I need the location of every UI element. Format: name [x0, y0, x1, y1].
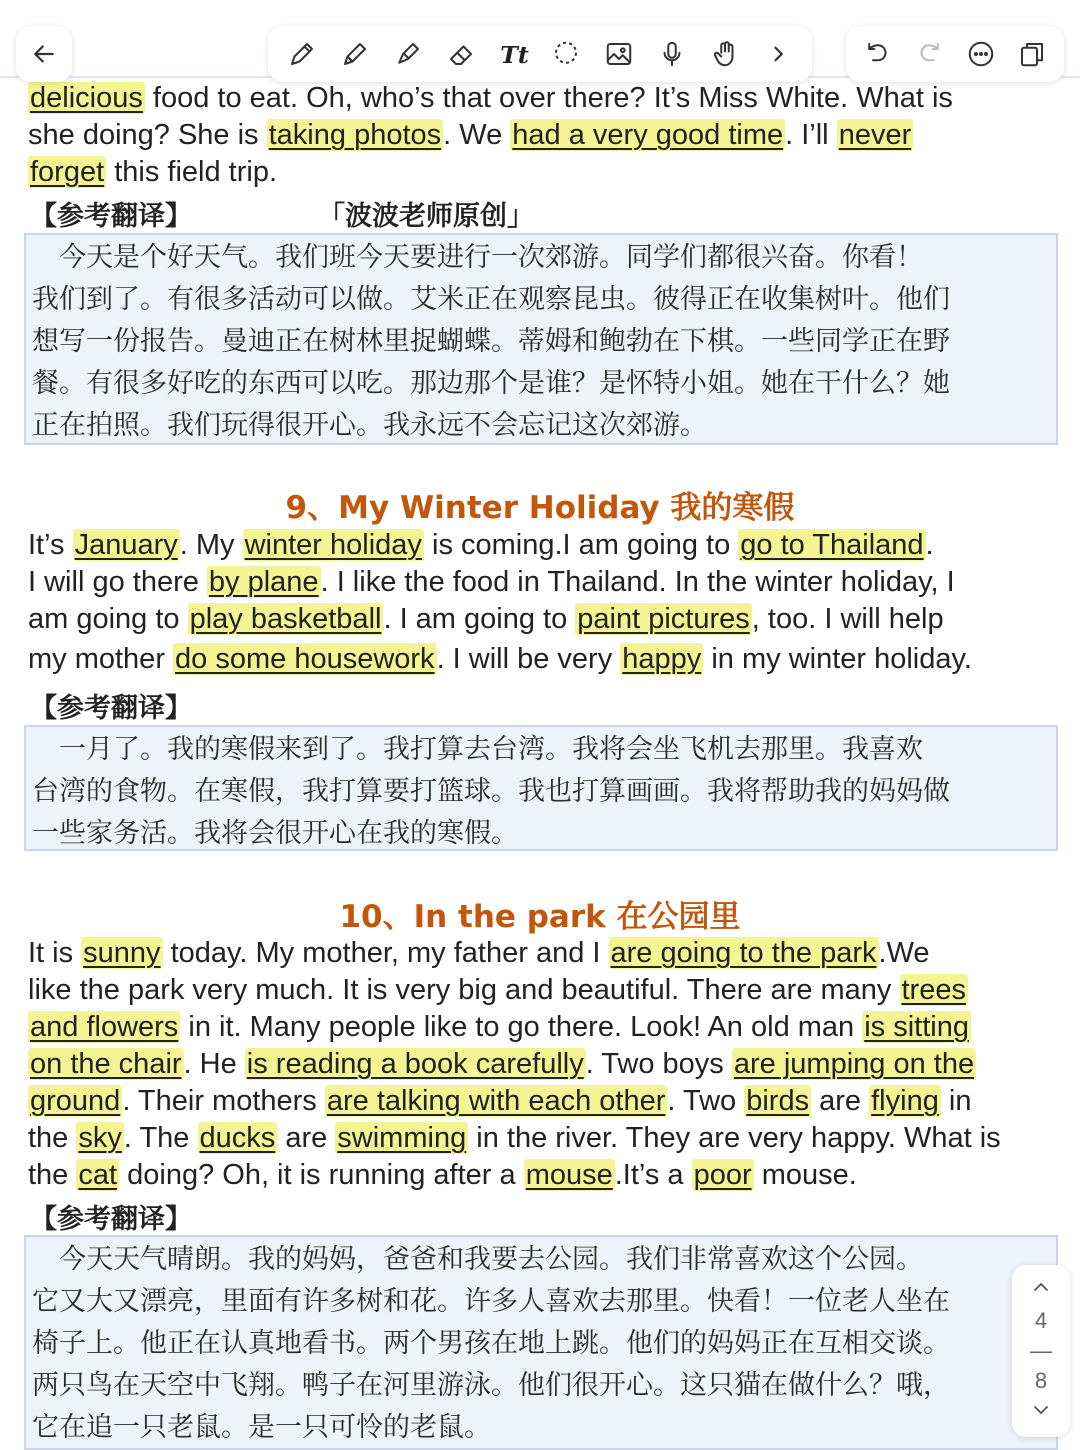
text-line: [28, 527, 934, 564]
text-segment: mouse.: [753, 1159, 857, 1191]
highlighted-phrase: paint pictures: [577, 603, 750, 635]
text-line: [28, 935, 930, 972]
text-segment: . I will be very: [436, 643, 621, 675]
highlighted-phrase: flying: [871, 1085, 939, 1117]
text-segment: in the river. They are very happy. What is: [468, 1122, 1001, 1154]
section8-translation-label: 【参考翻译】: [30, 201, 192, 232]
eraser-icon[interactable]: [439, 32, 483, 76]
chevron-down-icon[interactable]: [1029, 1398, 1053, 1427]
text-segment: doing? Oh, it is running after a: [119, 1159, 524, 1191]
text-segment: . Two: [667, 1085, 745, 1117]
text-line: [28, 1009, 971, 1046]
highlighted-phrase: sky: [78, 1122, 122, 1154]
text-segment: . We: [443, 119, 511, 151]
text-segment: . The: [123, 1122, 198, 1154]
chevron-right-icon[interactable]: [756, 32, 800, 76]
hand-touch-icon[interactable]: [703, 32, 747, 76]
text-segment: in: [940, 1085, 972, 1117]
translation-line: 它在追一只老鼠。是一只可怜的老鼠。: [32, 1412, 491, 1443]
translation-line: 想写一份报告。曼迪正在树林里捉蝴蝶。蒂姆和鲍勃在下棋。一些同学正在野: [32, 326, 950, 357]
back-arrow-icon[interactable]: [22, 32, 66, 76]
text-segment: today. My mother, my father and I: [162, 937, 609, 969]
pages-icon[interactable]: [1010, 32, 1054, 76]
text-segment: , too. I will help: [751, 603, 944, 635]
text-segment: .: [925, 529, 934, 561]
translation-line: 我们到了。有很多活动可以做。艾米正在观察昆虫。彼得正在收集树叶。他们: [32, 284, 950, 315]
current-page: 4: [1034, 1308, 1048, 1333]
highlighted-phrase: ducks: [199, 1122, 276, 1154]
text-segment: is coming.I am going to: [423, 529, 739, 561]
section8-translation-box: [24, 233, 1058, 445]
text-line: [28, 80, 953, 117]
text-segment: in it. Many people like to go there. Look! An old man: [180, 1011, 863, 1043]
text-segment: . My: [179, 529, 243, 561]
highlighted-phrase: on the chair: [30, 1048, 182, 1080]
highlighted-phrase: winter holiday: [244, 529, 422, 561]
text-line: [28, 117, 913, 154]
highlighted-phrase: ground: [30, 1085, 121, 1117]
page-separator: —: [1030, 1338, 1052, 1363]
svg-text:Tt: Tt: [499, 40, 529, 69]
translation-line: 椅子上。他正在认真地看书。两个男孩在地上跳。他们的妈妈正在互相交谈。: [32, 1328, 950, 1359]
highlighted-phrase: swimming: [337, 1122, 467, 1154]
highlighted-phrase: mouse: [525, 1159, 613, 1191]
highlighted-phrase: delicious: [30, 82, 143, 114]
text-segment: are: [811, 1085, 870, 1117]
page-navigator: [1012, 1265, 1070, 1437]
text-line: [28, 641, 972, 678]
section9-translation-box: [24, 725, 1058, 851]
text-segment: I will go there: [28, 566, 207, 598]
highlighted-phrase: and flowers: [30, 1011, 179, 1043]
translation-line: 餐。有很多好吃的东西可以吃。那边那个是谁？是怀特小姐。她在干什么？她: [32, 368, 950, 399]
translation-line: 今天是个好天气。我们班今天要进行一次郊游。同学们都很兴奋。你看！: [32, 242, 923, 273]
translation-line: 一月了。我的寒假来到了。我打算去台湾。我将会坐飞机去那里。我喜欢: [32, 734, 923, 765]
translation-line: 一些家务活。我将会很开心在我的寒假。: [32, 818, 518, 849]
highlighted-phrase: taking photos: [268, 119, 442, 151]
text-line: [28, 601, 944, 638]
text-segment: . I like the food in Thailand. In the winter holiday, I: [320, 566, 955, 598]
highlighted-phrase: poor: [693, 1159, 752, 1191]
highlighted-phrase: forget: [30, 156, 105, 188]
highlighted-phrase: never: [838, 119, 912, 151]
text-line: [28, 154, 277, 191]
text-segment: am going to: [28, 603, 188, 635]
credit-label: 「波波老师原创」: [318, 201, 534, 232]
text-segment: . Two boys: [585, 1048, 732, 1080]
translation-line: 今天天气晴朗。我的妈妈，爸爸和我要去公园。我们非常喜欢这个公园。: [32, 1244, 923, 1275]
text-line: [28, 564, 955, 601]
undo-icon[interactable]: [856, 32, 900, 76]
section9-translation-label: 【参考翻译】: [30, 693, 192, 724]
translation-line: 台湾的食物。在寒假，我打算要打篮球。我也打算画画。我将帮助我的妈妈做: [32, 776, 950, 807]
translation-line: 两只鸟在天空中飞翔。鸭子在河里游泳。他们很开心。这只猫在做什么？哦，: [32, 1370, 950, 1401]
text-segment: It is: [28, 937, 82, 969]
highlighted-phrase: happy: [622, 643, 702, 675]
highlighter-icon[interactable]: [386, 32, 430, 76]
section10-translation-label: 【参考翻译】: [30, 1204, 192, 1235]
redo-icon[interactable]: [907, 32, 951, 76]
highlighted-phrase: play basketball: [189, 603, 382, 635]
translation-line: 正在拍照。我们玩得很开心。我永远不会忘记这次郊游。: [32, 410, 707, 441]
highlighted-phrase: birds: [746, 1085, 810, 1117]
text-line: [28, 1083, 971, 1120]
tools-toolbar: [268, 26, 812, 82]
section10-translation-box: [24, 1235, 1058, 1450]
actions-toolbar: [846, 26, 1064, 82]
image-icon[interactable]: [597, 32, 641, 76]
highlighted-phrase: is sitting: [864, 1011, 969, 1043]
highlighted-phrase: are going to the park: [610, 937, 877, 969]
back-toolbar: [16, 26, 72, 82]
text-segment: my mother: [28, 643, 174, 675]
highlighted-phrase: cat: [78, 1159, 118, 1191]
pencil-icon[interactable]: [333, 32, 377, 76]
text-segment: . He: [183, 1048, 245, 1080]
text-segment: in my winter holiday.: [703, 643, 972, 675]
highlighted-phrase: had a very good time: [512, 119, 784, 151]
total-pages: 8: [1034, 1368, 1048, 1393]
highlighted-phrase: is reading a book carefully: [246, 1048, 584, 1080]
highlighted-phrase: by plane: [208, 566, 319, 598]
translation-line: 它又大又漂亮，里面有许多树和花。许多人喜欢去那里。快看！一位老人坐在: [32, 1286, 950, 1317]
pen-icon[interactable]: [280, 32, 324, 76]
text-line: [28, 1046, 976, 1083]
section10-heading: 10、In the park 在公园里: [339, 899, 741, 935]
text-segment: . I am going to: [383, 603, 576, 635]
section9-heading: 9、My Winter Holiday 我的寒假: [285, 490, 795, 526]
text-segment: she doing? She is: [28, 119, 267, 151]
text-segment: are: [277, 1122, 336, 1154]
text-segment: like the park very much. It is very big and beautiful. There are many: [28, 974, 900, 1006]
text-segment: the: [28, 1122, 77, 1154]
highlighted-phrase: do some housework: [175, 643, 435, 675]
microphone-icon[interactable]: [650, 32, 694, 76]
highlighted-phrase: trees: [901, 974, 966, 1006]
text-segment: It’s: [28, 529, 73, 561]
text-segment: . Their mothers: [122, 1085, 325, 1117]
lasso-icon[interactable]: [544, 32, 588, 76]
text-line: [28, 1120, 1001, 1157]
text-line: [28, 1157, 857, 1194]
highlighted-phrase: are talking with each other: [326, 1085, 666, 1117]
highlighted-phrase: sunny: [83, 937, 161, 969]
highlighted-phrase: are jumping on the: [733, 1048, 975, 1080]
more-icon[interactable]: [959, 32, 1003, 76]
text-segment: .We: [878, 937, 930, 969]
text-line: [28, 972, 968, 1009]
highlighted-phrase: go to Thailand: [740, 529, 924, 561]
text-segment: the: [28, 1159, 77, 1191]
highlighted-phrase: January: [74, 529, 178, 561]
chevron-up-icon[interactable]: [1029, 1275, 1053, 1304]
text-segment: food to eat. Oh, who’s that over there? It’s Miss White. What is: [144, 82, 953, 114]
text-segment: .It’s a: [614, 1159, 692, 1191]
text-segment: this field trip.: [106, 156, 278, 188]
text-tool-icon[interactable]: [492, 32, 536, 76]
text-segment: . I’ll: [785, 119, 837, 151]
